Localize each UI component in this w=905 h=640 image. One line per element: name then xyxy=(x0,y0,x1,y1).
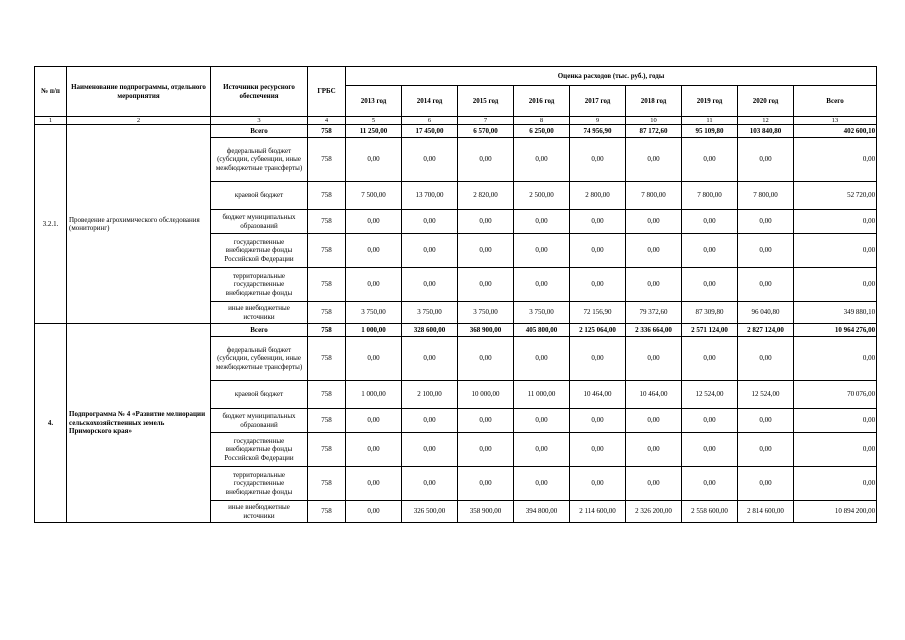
year-value: 1 000,00 xyxy=(346,381,402,409)
column-number: 1 xyxy=(35,117,67,125)
year-value: 3 750,00 xyxy=(402,302,458,324)
column-number: 12 xyxy=(738,117,794,125)
header-year: 2018 год xyxy=(626,86,682,117)
year-value: 0,00 xyxy=(346,433,402,467)
year-value: 0,00 xyxy=(738,210,794,234)
year-value: 7 800,00 xyxy=(682,182,738,210)
total-value: 402 600,10 xyxy=(794,125,877,138)
column-number-row xyxy=(35,117,877,125)
year-value: 11 250,00 xyxy=(346,125,402,138)
header-year: 2019 год xyxy=(682,86,738,117)
year-value: 0,00 xyxy=(346,234,402,268)
year-value: 0,00 xyxy=(626,433,682,467)
item-number: 3.2.1. xyxy=(35,125,67,324)
year-value: 0,00 xyxy=(458,467,514,501)
year-value: 394 800,00 xyxy=(514,501,570,523)
year-value: 0,00 xyxy=(570,234,626,268)
grbs-code: 758 xyxy=(308,302,346,324)
total-value: 10 964 276,00 xyxy=(794,324,877,337)
year-value: 2 814 600,00 xyxy=(738,501,794,523)
year-value: 12 524,00 xyxy=(682,381,738,409)
year-value: 0,00 xyxy=(402,268,458,302)
year-value: 7 500,00 xyxy=(346,182,402,210)
year-value: 2 114 600,00 xyxy=(570,501,626,523)
funding-source: федеральный бюджет (субсидии, субвенции, иные межбюджетные трансферты) xyxy=(211,337,308,381)
year-value: 0,00 xyxy=(346,210,402,234)
header-year: 2014 год xyxy=(402,86,458,117)
year-value: 0,00 xyxy=(402,433,458,467)
funding-source: краевой бюджет xyxy=(211,182,308,210)
item-number: 4. xyxy=(35,324,67,523)
year-value: 0,00 xyxy=(570,409,626,433)
year-value: 0,00 xyxy=(402,409,458,433)
grbs-code: 758 xyxy=(308,467,346,501)
year-value: 1 000,00 xyxy=(346,324,402,337)
year-value: 87 309,80 xyxy=(682,302,738,324)
funding-source: федеральный бюджет (субсидии, субвенции, иные межбюджетные трансферты) xyxy=(211,138,308,182)
year-value: 74 956,90 xyxy=(570,125,626,138)
year-value: 7 800,00 xyxy=(626,182,682,210)
year-value: 12 524,00 xyxy=(738,381,794,409)
year-value: 0,00 xyxy=(402,467,458,501)
year-value: 0,00 xyxy=(346,409,402,433)
year-value: 72 156,90 xyxy=(570,302,626,324)
year-value: 2 336 664,00 xyxy=(626,324,682,337)
year-value: 0,00 xyxy=(570,210,626,234)
header-estimate: Оценка расходов (тыс. руб.), годы xyxy=(346,67,877,86)
year-value: 0,00 xyxy=(402,234,458,268)
year-value: 95 109,80 xyxy=(682,125,738,138)
header-grbs: ГРБС xyxy=(308,67,346,117)
year-value: 0,00 xyxy=(514,234,570,268)
column-number: 4 xyxy=(308,117,346,125)
total-value: 0,00 xyxy=(794,268,877,302)
header-year: 2020 год xyxy=(738,86,794,117)
year-value: 326 500,00 xyxy=(402,501,458,523)
year-value: 0,00 xyxy=(402,210,458,234)
year-value: 0,00 xyxy=(738,234,794,268)
column-number: 9 xyxy=(570,117,626,125)
header-no: № п/п xyxy=(35,67,67,117)
year-value: 79 372,60 xyxy=(626,302,682,324)
funding-source: государственные внебюджетные фонды Российской Федерации xyxy=(211,234,308,268)
year-value: 0,00 xyxy=(570,337,626,381)
header-year: 2015 год xyxy=(458,86,514,117)
grbs-code: 758 xyxy=(308,268,346,302)
grbs-code: 758 xyxy=(308,125,346,138)
year-value: 0,00 xyxy=(458,234,514,268)
year-value: 10 464,00 xyxy=(626,381,682,409)
funding-source: иные внебюджетные источники xyxy=(211,302,308,324)
year-value: 17 450,00 xyxy=(402,125,458,138)
year-value: 2 326 200,00 xyxy=(626,501,682,523)
column-number: 5 xyxy=(346,117,402,125)
total-value: 10 894 200,00 xyxy=(794,501,877,523)
year-value: 0,00 xyxy=(514,433,570,467)
expense-table xyxy=(34,66,877,523)
year-value: 0,00 xyxy=(402,138,458,182)
year-value: 0,00 xyxy=(738,337,794,381)
year-value: 0,00 xyxy=(570,467,626,501)
total-value: 0,00 xyxy=(794,234,877,268)
year-value: 0,00 xyxy=(682,138,738,182)
year-value: 0,00 xyxy=(346,268,402,302)
year-value: 3 750,00 xyxy=(346,302,402,324)
year-value: 0,00 xyxy=(738,433,794,467)
year-value: 0,00 xyxy=(626,138,682,182)
year-value: 0,00 xyxy=(626,337,682,381)
year-value: 0,00 xyxy=(738,467,794,501)
year-value: 2 820,00 xyxy=(458,182,514,210)
year-value: 0,00 xyxy=(626,234,682,268)
total-value: 0,00 xyxy=(794,337,877,381)
header-year: 2017 год xyxy=(570,86,626,117)
year-value: 6 250,00 xyxy=(514,125,570,138)
table-body xyxy=(35,125,877,523)
year-value: 2 125 064,00 xyxy=(570,324,626,337)
item-name: Подпрограмма № 4 «Развитие мелиорации сельскохозяйственных земель Приморского края» xyxy=(67,324,211,523)
column-number: 13 xyxy=(794,117,877,125)
year-value: 0,00 xyxy=(458,337,514,381)
grbs-code: 758 xyxy=(308,234,346,268)
year-value: 0,00 xyxy=(738,138,794,182)
total-value: 52 720,00 xyxy=(794,182,877,210)
year-value: 0,00 xyxy=(682,234,738,268)
column-number: 6 xyxy=(402,117,458,125)
year-value: 0,00 xyxy=(514,467,570,501)
expense-table-sheet xyxy=(34,66,876,523)
column-number: 11 xyxy=(682,117,738,125)
year-value: 0,00 xyxy=(514,268,570,302)
grbs-code: 758 xyxy=(308,138,346,182)
grbs-code: 758 xyxy=(308,501,346,523)
total-value: 0,00 xyxy=(794,210,877,234)
table-row xyxy=(35,324,877,337)
year-value: 2 827 124,00 xyxy=(738,324,794,337)
year-value: 3 750,00 xyxy=(458,302,514,324)
year-value: 10 000,00 xyxy=(458,381,514,409)
header-total: Всего xyxy=(794,86,877,117)
total-value: 70 076,00 xyxy=(794,381,877,409)
year-value: 0,00 xyxy=(570,433,626,467)
year-value: 0,00 xyxy=(346,501,402,523)
column-number: 10 xyxy=(626,117,682,125)
year-value: 96 040,80 xyxy=(738,302,794,324)
year-value: 7 800,00 xyxy=(738,182,794,210)
header-year: 2016 год xyxy=(514,86,570,117)
year-value: 0,00 xyxy=(346,138,402,182)
year-value: 0,00 xyxy=(458,433,514,467)
year-value: 0,00 xyxy=(682,433,738,467)
year-value: 0,00 xyxy=(626,409,682,433)
year-value: 2 800,00 xyxy=(570,182,626,210)
funding-source: иные внебюджетные источники xyxy=(211,501,308,523)
funding-source: территориальные государственные внебюджетные фонды xyxy=(211,268,308,302)
grbs-code: 758 xyxy=(308,210,346,234)
year-value: 328 600,00 xyxy=(402,324,458,337)
year-value: 0,00 xyxy=(738,409,794,433)
year-value: 2 571 124,00 xyxy=(682,324,738,337)
year-value: 0,00 xyxy=(738,268,794,302)
year-value: 0,00 xyxy=(682,467,738,501)
year-value: 0,00 xyxy=(682,268,738,302)
year-value: 0,00 xyxy=(514,138,570,182)
year-value: 0,00 xyxy=(346,337,402,381)
column-number: 2 xyxy=(67,117,211,125)
column-number: 7 xyxy=(458,117,514,125)
header-year: 2013 год xyxy=(346,86,402,117)
year-value: 0,00 xyxy=(626,268,682,302)
year-value: 0,00 xyxy=(458,210,514,234)
grbs-code: 758 xyxy=(308,324,346,337)
grbs-code: 758 xyxy=(308,409,346,433)
year-value: 2 500,00 xyxy=(514,182,570,210)
year-value: 0,00 xyxy=(514,409,570,433)
year-value: 0,00 xyxy=(458,138,514,182)
year-value: 0,00 xyxy=(570,268,626,302)
year-value: 13 700,00 xyxy=(402,182,458,210)
year-value: 0,00 xyxy=(514,337,570,381)
total-value: 0,00 xyxy=(794,138,877,182)
total-value: 349 880,10 xyxy=(794,302,877,324)
table-row xyxy=(35,125,877,138)
year-value: 0,00 xyxy=(626,210,682,234)
funding-source: бюджет муниципальных образований xyxy=(211,409,308,433)
year-value: 0,00 xyxy=(682,409,738,433)
grbs-code: 758 xyxy=(308,381,346,409)
funding-source: Всего xyxy=(211,125,308,138)
year-value: 11 000,00 xyxy=(514,381,570,409)
funding-source: краевой бюджет xyxy=(211,381,308,409)
year-value: 103 840,80 xyxy=(738,125,794,138)
total-value: 0,00 xyxy=(794,409,877,433)
year-value: 6 570,00 xyxy=(458,125,514,138)
year-value: 87 172,60 xyxy=(626,125,682,138)
year-value: 0,00 xyxy=(682,210,738,234)
header-name: Наименование подпрограммы, отдельного мероприятия xyxy=(67,67,211,117)
header-source: Источники ресурсного обеспечения xyxy=(211,67,308,117)
year-value: 0,00 xyxy=(458,268,514,302)
total-value: 0,00 xyxy=(794,467,877,501)
total-value: 0,00 xyxy=(794,433,877,467)
year-value: 0,00 xyxy=(402,337,458,381)
year-value: 358 900,00 xyxy=(458,501,514,523)
funding-source: бюджет муниципальных образований xyxy=(211,210,308,234)
year-value: 0,00 xyxy=(626,467,682,501)
year-value: 2 100,00 xyxy=(402,381,458,409)
year-value: 0,00 xyxy=(346,467,402,501)
funding-source: государственные внебюджетные фонды Российской Федерации xyxy=(211,433,308,467)
year-value: 0,00 xyxy=(682,337,738,381)
item-name: Проведение агрохимического обследования (мониторинг) xyxy=(67,125,211,324)
year-value: 0,00 xyxy=(458,409,514,433)
year-value: 0,00 xyxy=(514,210,570,234)
grbs-code: 758 xyxy=(308,433,346,467)
column-number: 8 xyxy=(514,117,570,125)
grbs-code: 758 xyxy=(308,337,346,381)
year-value: 0,00 xyxy=(570,138,626,182)
year-value: 3 750,00 xyxy=(514,302,570,324)
year-value: 368 900,00 xyxy=(458,324,514,337)
year-value: 2 558 600,00 xyxy=(682,501,738,523)
year-value: 10 464,00 xyxy=(570,381,626,409)
funding-source: Всего xyxy=(211,324,308,337)
funding-source: территориальные государственные внебюджетные фонды xyxy=(211,467,308,501)
column-number: 3 xyxy=(211,117,308,125)
grbs-code: 758 xyxy=(308,182,346,210)
year-value: 405 800,00 xyxy=(514,324,570,337)
